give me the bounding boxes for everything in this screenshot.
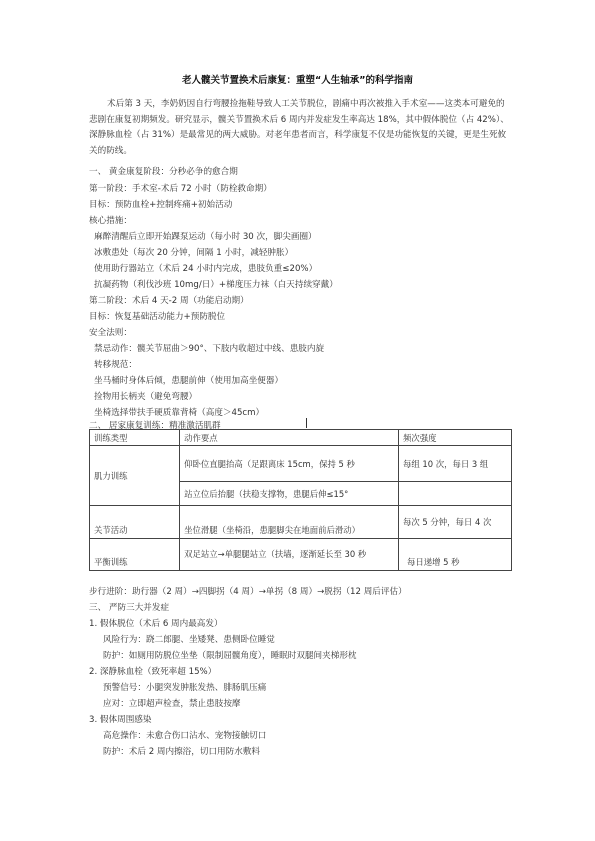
- table-header-action: 动作要点: [180, 430, 399, 446]
- intro-text: 术后第 3 天，李奶奶因自行弯腰捡拖鞋导致人工关节脱位，剧痛中再次被推入手术室——这类本可避免的悲剧在康复初期频发。研究显示，髋关节置换术后 6 周内并发症发生率高达 18%，其中假体脱位（占 42%）、深静脉血栓（占 31%）是最常见的两大威胁。对老年患者而言，科学康复不仅是功能恢复的关键，更是生死攸关的防线。: [89, 99, 509, 156]
- table-header-type: 训练类型: [90, 430, 180, 446]
- phase2-forbidden: 禁忌动作：髋关节屈曲＞90°、下肢内收超过中线、患肢内旋: [94, 344, 325, 354]
- joint-frequency-cell: 每次 5 分钟，每日 4 次: [399, 506, 512, 539]
- phase2-transfer-1: 坐马桶时身体后倾，患腿前伸（使用加高坐便器）: [94, 376, 284, 386]
- page-title: 老人髋关节置换术后康复：重塑“人生轴承”的科学指南: [182, 75, 413, 86]
- strength-action-2-cell: 站立位后抬腿（扶稳支撑物，患腿后伸≤15°: [180, 482, 399, 506]
- table-header-row: [90, 430, 512, 446]
- section-heading-1: 一、 黄金康复阶段：分秒必争的愈合期: [89, 167, 238, 177]
- phase2-transfer-2: 捡物用长柄夹（避免弯腰）: [94, 392, 198, 402]
- complication-1-line-1: 风险行为：跷二郎腿、坐矮凳、患侧卧位睡觉: [103, 635, 275, 645]
- text-cursor: [306, 418, 307, 428]
- complication-3-line-2: 防护：术后 2 周内擦浴，切口用防水敷料: [103, 747, 261, 757]
- phase1-measure-3: 使用助行器站立（术后 24 小时内完成，患肢负重≤20%）: [94, 264, 318, 274]
- training-table: [89, 429, 512, 571]
- complication-2-line-2: 应对：立即超声检查，禁止患肢按摩: [103, 699, 241, 709]
- walking-progression: 步行进阶：助行器（2 周）→四脚拐（4 周）→单拐（8 周）→脱拐（12 周后评估）: [89, 587, 407, 597]
- phase1-measures-label: 核心措施：: [89, 216, 132, 226]
- table-header-frequency: 频次强度: [399, 430, 512, 446]
- joint-type-cell: 关节活动: [90, 506, 180, 539]
- complication-3-line-1: 高危操作：未愈合伤口沾水、宠物接触切口: [103, 731, 267, 741]
- phase1-goal: 目标：预防血栓+控制疼痛+初始活动: [89, 200, 233, 210]
- phase1-measure-2: 冰敷患处（每次 20 分钟，间隔 1 小时，减轻肿胀）: [94, 248, 294, 258]
- strength-action-1-cell: 仰卧位直腿抬高（足跟离床 15cm，保持 5 秒: [180, 446, 399, 482]
- complication-2-line-1: 预警信号：小腿突发肿胀发热、腓肠肌压痛: [103, 683, 267, 693]
- phase2-rules-label: 安全法则：: [89, 328, 132, 338]
- table-row: [90, 506, 512, 539]
- strength-type-cell: 肌力训练: [90, 446, 180, 506]
- complication-2-title: 2. 深静脉血栓（致死率超 15%）: [89, 667, 217, 677]
- balance-type-cell: 平衡训练: [90, 539, 180, 571]
- phase2-transfer-3: 坐椅选择带扶手硬质靠背椅（高度＞45cm）: [94, 408, 265, 418]
- complication-1-line-2: 防护：如厕用防脱位坐垫（限制屈髋角度），睡眠时双腿间夹梯形枕: [103, 651, 357, 661]
- table-row: [90, 539, 512, 571]
- section-heading-3: 三、 严防三大并发症: [89, 603, 170, 613]
- phase2-transfer-label: 转移规范：: [94, 360, 137, 370]
- intro-paragraph: [89, 97, 509, 159]
- phase1-title: 第一阶段：手术室-术后 72 小时（防栓救命期）: [89, 184, 272, 194]
- phase1-measure-1: 麻醉清醒后立即开始踝泵运动（每小时 30 次，脚尖画圈）: [94, 232, 317, 242]
- complication-3-title: 3. 假体周围感染: [89, 715, 152, 725]
- phase2-goal: 目标：恢复基础活动能力+预防脱位: [89, 312, 226, 322]
- empty-cell: [399, 482, 512, 506]
- strength-frequency-cell: 每组 10 次，每日 3 组: [399, 446, 512, 482]
- table-row: [90, 446, 512, 482]
- phase1-measure-4: 抗凝药物（利伐沙班 10mg/日）+梯度压力袜（白天持续穿戴）: [94, 280, 338, 290]
- balance-action-cell: 双足站立→单腿腿站立（扶墙，逐渐延长至 30 秒: [180, 539, 399, 571]
- section-heading-2: 二、 居家康复训练：精准激活肌群: [89, 421, 221, 431]
- joint-action-cell: 坐位滑腿（坐椅沿，患腿脚尖在地面前后滑动）: [180, 506, 399, 539]
- phase2-title: 第二阶段：术后 4 天-2 周（功能启动期）: [89, 296, 249, 306]
- complication-1-title: 1. 假体脱位（术后 6 周内最高发）: [89, 619, 223, 629]
- balance-frequency-cell: 每日递增 5 秒: [399, 539, 512, 571]
